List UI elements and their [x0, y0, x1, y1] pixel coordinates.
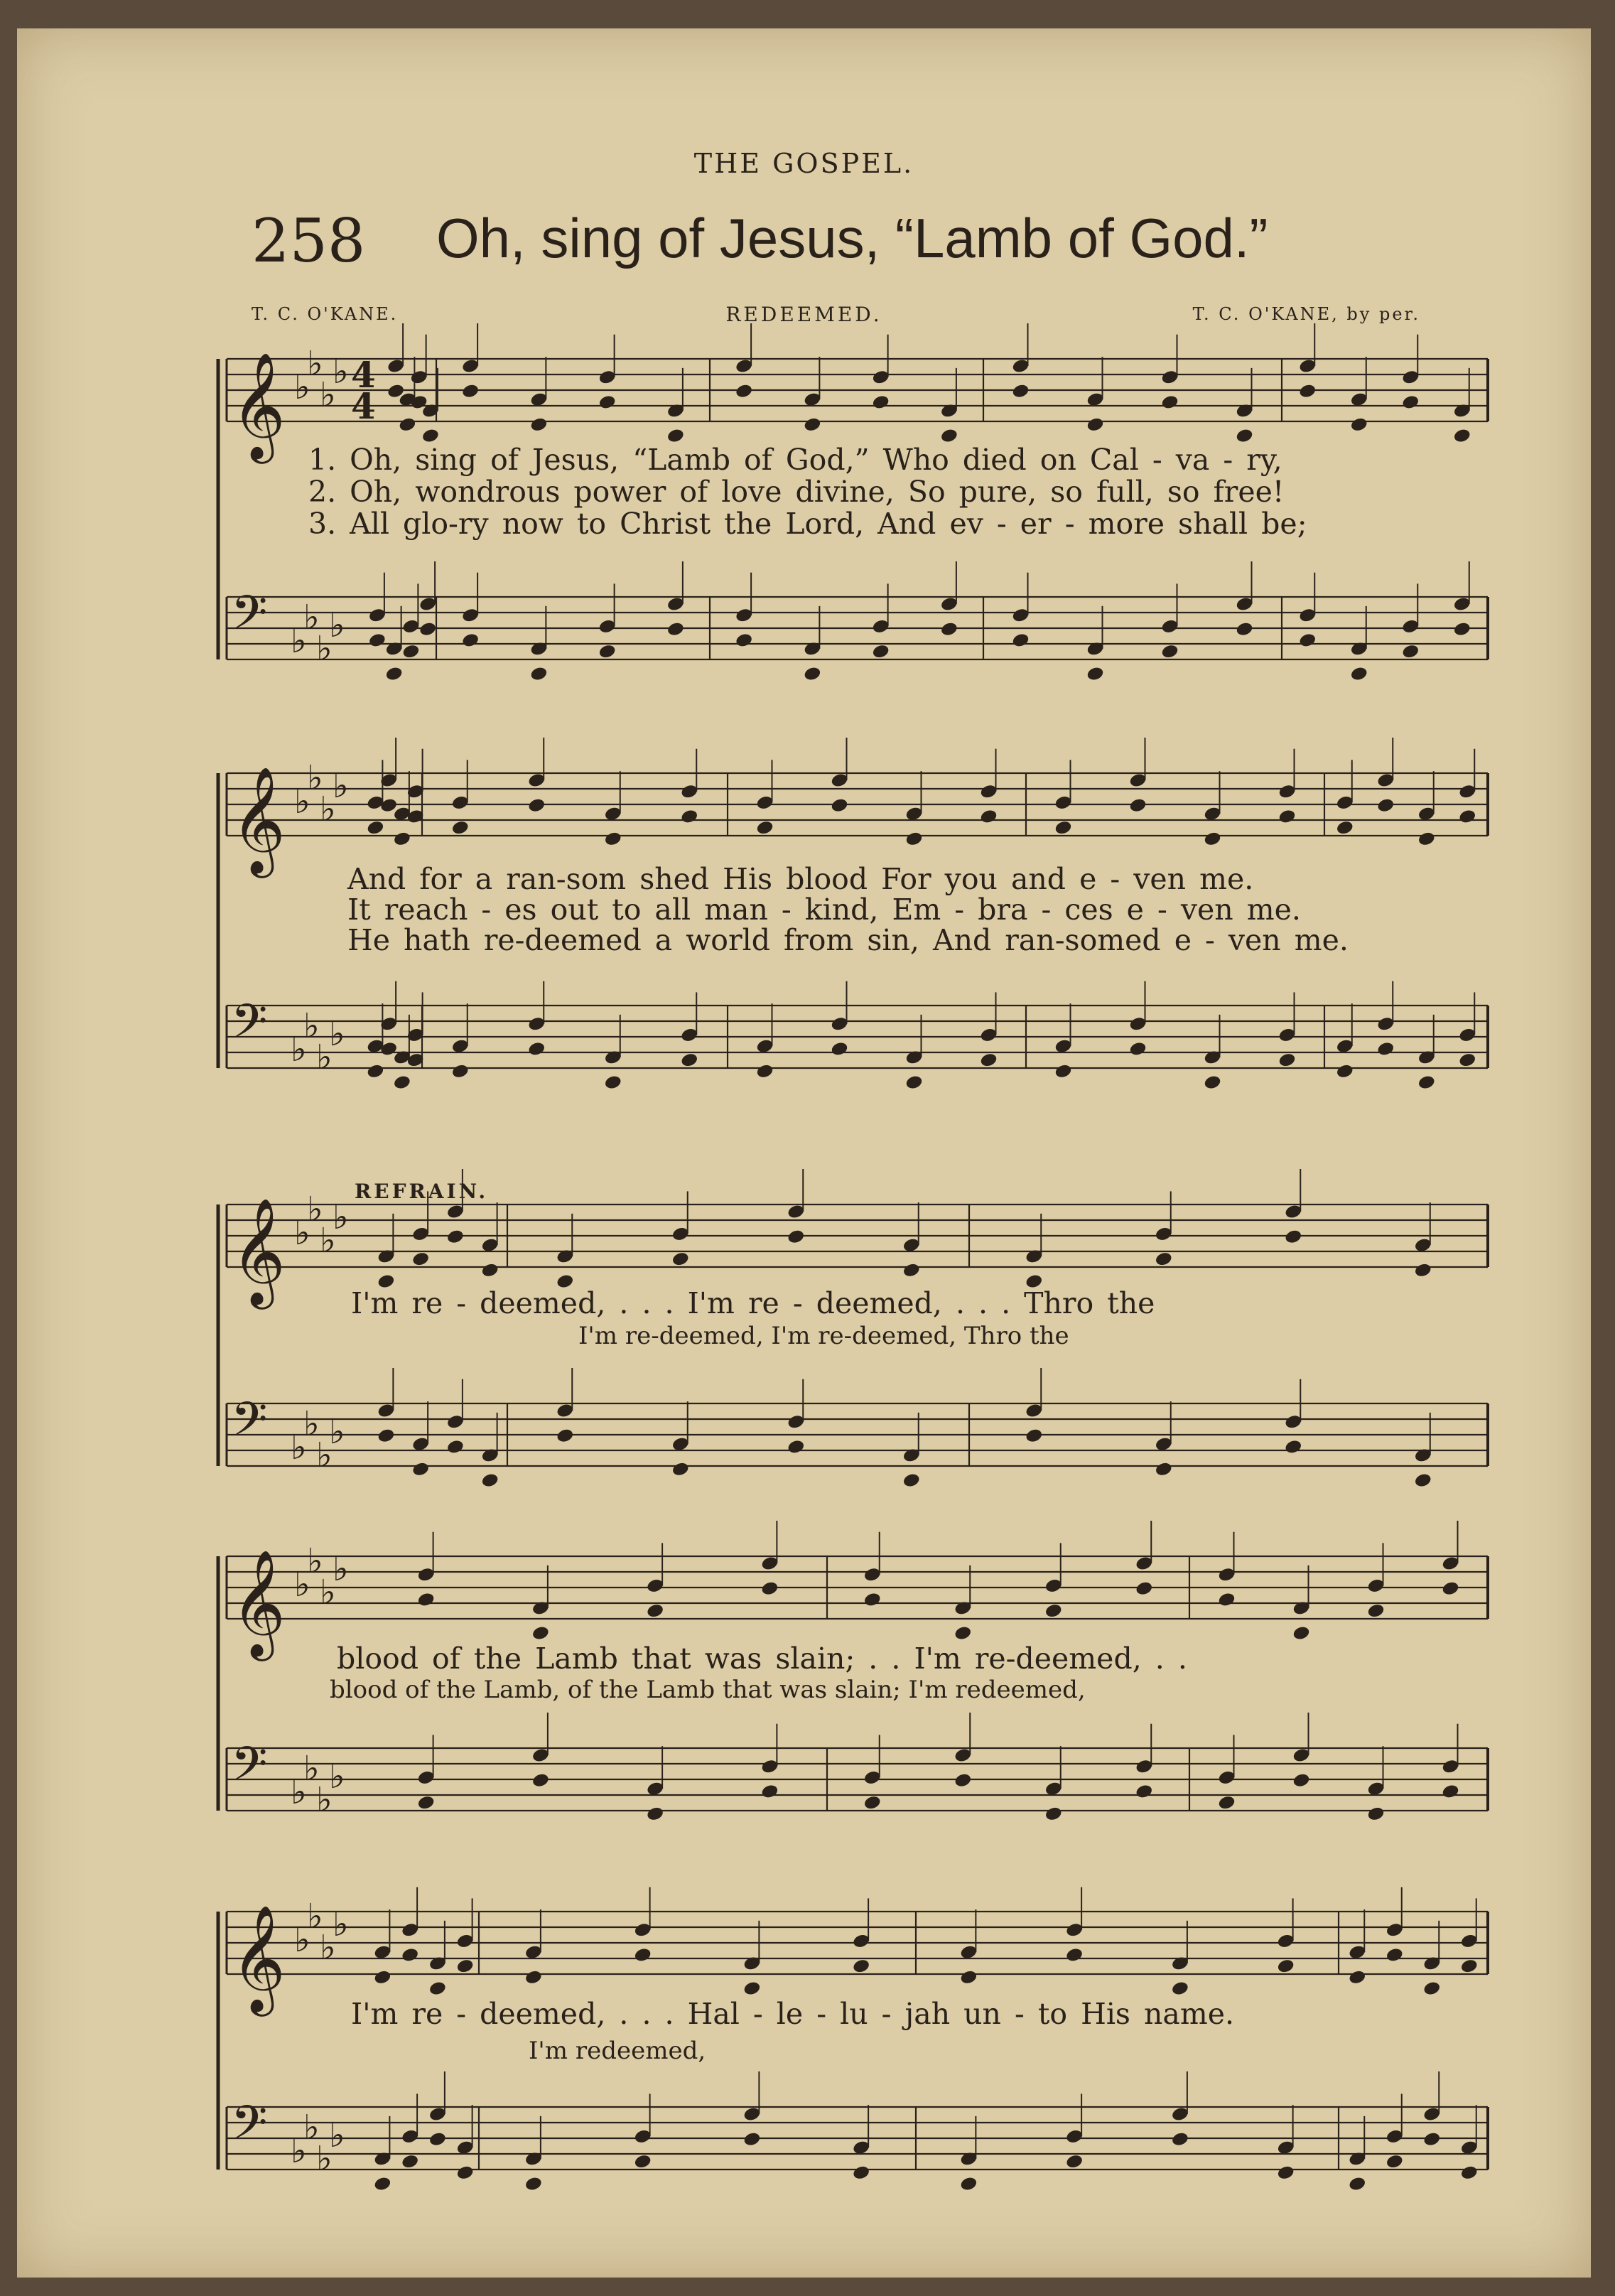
- note-head: [646, 1806, 664, 1822]
- note-head: [680, 1052, 698, 1068]
- note-head: [1065, 2153, 1084, 2170]
- credit-left: T. C. O'KANE.: [252, 304, 399, 324]
- note-head: [872, 643, 890, 659]
- verse-3-line-2: He hath re-deemed a world from sin, And ran-somed e - ven me.: [347, 923, 1349, 957]
- note-head: [1386, 1947, 1404, 1963]
- note-head: [598, 394, 617, 411]
- note-head: [1401, 643, 1420, 659]
- note-head: [366, 819, 384, 836]
- note-head: [940, 621, 958, 637]
- flat-icon: ♭: [329, 1412, 345, 1452]
- note-head: [979, 809, 998, 825]
- note-head: [1414, 1472, 1432, 1489]
- note-head: [411, 1251, 430, 1267]
- time-signature: 4: [351, 354, 376, 396]
- note-head: [377, 1428, 395, 1444]
- note-head: [1128, 797, 1147, 814]
- note-head: [1417, 831, 1436, 847]
- note-head: [527, 1041, 546, 1057]
- note-head: [461, 383, 480, 399]
- note-head: [742, 1980, 761, 1997]
- note-head: [803, 416, 821, 433]
- note-head: [401, 1947, 419, 1963]
- treble-clef-icon: 𝄞: [231, 1548, 286, 1656]
- page-header: THE GOSPEL.: [693, 148, 914, 179]
- note-head: [531, 1772, 550, 1789]
- note-head: [1155, 1251, 1173, 1267]
- note-head: [1441, 1784, 1459, 1800]
- flat-icon: ♭: [303, 2108, 320, 2147]
- refrain-line-2-bass: blood of the Lamb, of the Lamb that was slain; I'm redeemed,: [330, 1676, 1086, 1704]
- note-head: [1054, 1063, 1072, 1079]
- note-head: [755, 1063, 774, 1079]
- flat-icon: ♭: [333, 1197, 349, 1237]
- note-head: [787, 1229, 805, 1245]
- note-head: [481, 1262, 499, 1278]
- flat-icon: ♭: [329, 605, 345, 645]
- note-head: [1135, 1580, 1153, 1597]
- flat-icon: ♭: [329, 1757, 345, 1796]
- flat-icon: ♭: [333, 352, 349, 392]
- note-head: [671, 1461, 690, 1477]
- note-head: [1065, 1947, 1084, 1963]
- verse-2-line-2: It reach - es out to all man - kind, Em - bra - ces e - ven me.: [347, 893, 1301, 927]
- note-head: [1292, 1625, 1310, 1642]
- verse-3-line-1: 3. All glo-ry now to Christ the Lord, And ev - er - more shall be;: [308, 507, 1307, 541]
- treble-clef-icon: 𝄞: [231, 1904, 286, 2012]
- flat-icon: ♭: [333, 1549, 349, 1589]
- note-head: [1460, 1958, 1479, 1974]
- note-head: [417, 1794, 436, 1811]
- note-head: [556, 1428, 574, 1444]
- note-head: [902, 1262, 921, 1278]
- music-notation: [17, 28, 1591, 2278]
- hymn-title: Oh, sing of Jesus, “Lamb of God.”: [436, 207, 1268, 269]
- note-head: [954, 1772, 972, 1789]
- note-head: [366, 1063, 384, 1079]
- note-head: [646, 1602, 664, 1619]
- note-head: [904, 1074, 923, 1091]
- note-head: [1417, 1074, 1436, 1091]
- note-head: [634, 1947, 652, 1963]
- note-head: [760, 1580, 779, 1597]
- note-head: [368, 632, 387, 649]
- flat-icon: ♭: [294, 1920, 310, 1960]
- bass-clef-icon: 𝄢: [231, 1737, 268, 1803]
- flat-icon: ♭: [294, 1213, 310, 1253]
- refrain-line-2: blood of the Lamb that was slain; . . I'm re-deemed, . .: [337, 1642, 1187, 1676]
- note-head: [735, 383, 753, 399]
- note-head: [902, 1472, 921, 1489]
- note-head: [418, 621, 437, 637]
- treble-clef-icon: 𝄞: [231, 765, 286, 873]
- note-head: [863, 1794, 882, 1811]
- note-head: [401, 643, 420, 659]
- flat-icon: ♭: [294, 1565, 310, 1605]
- note-head: [1441, 1580, 1459, 1597]
- note-head: [461, 632, 480, 649]
- note-head: [959, 1969, 978, 1985]
- note-head: [604, 1074, 622, 1091]
- flat-icon: ♭: [307, 344, 323, 384]
- note-head: [760, 1784, 779, 1800]
- note-head: [1160, 643, 1179, 659]
- note-head: [524, 2176, 543, 2192]
- note-head: [1458, 1052, 1476, 1068]
- note-head: [421, 428, 440, 444]
- flat-icon: ♭: [307, 1897, 323, 1936]
- flat-icon: ♭: [333, 1904, 349, 1944]
- note-head: [1458, 809, 1476, 825]
- note-head: [1025, 1428, 1043, 1444]
- flat-icon: ♭: [329, 1014, 345, 1054]
- credit-right: T. C. O'KANE, by per.: [1192, 304, 1420, 324]
- note-head: [1171, 2131, 1189, 2147]
- note-head: [959, 2176, 978, 2192]
- flat-icon: ♭: [316, 1780, 333, 1820]
- note-head: [1171, 1980, 1189, 1997]
- note-head: [1336, 819, 1354, 836]
- note-head: [1298, 383, 1317, 399]
- flat-icon: ♭: [320, 1928, 336, 1968]
- note-head: [1366, 1806, 1385, 1822]
- note-head: [830, 797, 848, 814]
- flat-icon: ♭: [320, 789, 336, 829]
- note-head: [1054, 819, 1072, 836]
- flat-icon: ♭: [291, 1030, 307, 1069]
- note-head: [385, 666, 404, 682]
- note-head: [446, 1229, 465, 1245]
- note-head: [979, 1052, 998, 1068]
- note-head: [446, 1439, 465, 1455]
- note-head: [742, 2131, 761, 2147]
- flat-icon: ♭: [303, 1749, 320, 1789]
- note-head: [852, 2165, 870, 2181]
- note-head: [666, 428, 685, 444]
- note-head: [417, 1592, 436, 1608]
- note-head: [1044, 1602, 1063, 1619]
- note-head: [735, 632, 753, 649]
- note-head: [1298, 632, 1317, 649]
- flat-icon: ♭: [307, 1541, 323, 1581]
- note-head: [755, 819, 774, 836]
- note-head: [401, 2153, 419, 2170]
- flat-icon: ♭: [291, 621, 307, 661]
- note-head: [1278, 1052, 1296, 1068]
- bass-clef-icon: 𝄢: [231, 586, 268, 652]
- flat-icon: ♭: [294, 782, 310, 821]
- note-head: [411, 1461, 430, 1477]
- note-head: [1011, 383, 1030, 399]
- note-head: [1044, 1806, 1063, 1822]
- flat-icon: ♭: [333, 766, 349, 806]
- note-head: [451, 819, 470, 836]
- note-head: [830, 1041, 848, 1057]
- bass-clef-icon: 𝄢: [231, 1392, 268, 1458]
- note-head: [1453, 428, 1471, 444]
- note-head: [666, 621, 685, 637]
- flat-icon: ♭: [303, 1404, 320, 1444]
- note-head: [456, 2165, 475, 2181]
- flat-icon: ♭: [329, 2116, 345, 2155]
- treble-clef-icon: 𝄞: [231, 1197, 286, 1305]
- note-head: [1284, 1439, 1302, 1455]
- verse-1-line-2: And for a ran-som shed His blood For you and e - ven me.: [347, 862, 1254, 896]
- flat-icon: ♭: [316, 629, 333, 669]
- note-head: [1277, 2165, 1295, 2181]
- note-head: [940, 428, 958, 444]
- flat-icon: ♭: [291, 1772, 307, 1812]
- note-head: [904, 831, 923, 847]
- note-head: [1376, 1041, 1395, 1057]
- note-head: [1350, 416, 1368, 433]
- note-head: [428, 2131, 447, 2147]
- flat-icon: ♭: [316, 1037, 333, 1077]
- note-head: [1235, 428, 1253, 444]
- note-head: [634, 2153, 652, 2170]
- flat-icon: ♭: [294, 367, 310, 407]
- note-head: [1011, 632, 1030, 649]
- note-head: [598, 643, 617, 659]
- note-head: [373, 2176, 391, 2192]
- flat-icon: ♭: [320, 375, 336, 415]
- note-head: [1128, 1041, 1147, 1057]
- note-head: [1348, 1969, 1366, 1985]
- note-head: [1278, 809, 1296, 825]
- note-head: [524, 1969, 543, 1985]
- note-head: [1160, 394, 1179, 411]
- note-head: [1217, 1592, 1236, 1608]
- note-head: [1135, 1784, 1153, 1800]
- note-head: [1422, 2131, 1441, 2147]
- note-head: [1203, 831, 1221, 847]
- note-head: [1217, 1794, 1236, 1811]
- note-head: [872, 394, 890, 411]
- note-head: [954, 1625, 972, 1642]
- note-head: [1277, 1958, 1295, 1974]
- hymn-number: 258: [252, 206, 366, 276]
- note-head: [456, 1958, 475, 1974]
- bass-clef-icon: 𝄢: [231, 994, 268, 1060]
- note-head: [1292, 1772, 1310, 1789]
- note-head: [604, 831, 622, 847]
- note-head: [373, 1969, 391, 1985]
- note-head: [1366, 1602, 1385, 1619]
- note-head: [680, 809, 698, 825]
- flat-icon: ♭: [291, 1428, 307, 1467]
- note-head: [1336, 1063, 1354, 1079]
- verse-1-line-1: 1. Oh, sing of Jesus, “Lamb of God,” Who died on Cal - va - ry,: [308, 443, 1282, 477]
- refrain-label: REFRAIN.: [355, 1180, 489, 1203]
- refrain-line-1: I'm re - deemed, . . . I'm re - deemed, . . . Thro the: [351, 1286, 1155, 1320]
- note-head: [1086, 666, 1104, 682]
- note-head: [1422, 1980, 1441, 1997]
- note-head: [803, 666, 821, 682]
- refrain-line-1-bass: I'm re-deemed, I'm re-deemed, Thro the: [578, 1322, 1069, 1350]
- note-head: [1284, 1229, 1302, 1245]
- note-head: [1235, 621, 1253, 637]
- note-head: [1348, 2176, 1366, 2192]
- refrain-line-3-bass: I'm redeemed,: [529, 2037, 706, 2065]
- flat-icon: ♭: [303, 1006, 320, 1046]
- note-head: [1453, 621, 1471, 637]
- note-head: [1376, 797, 1395, 814]
- flat-icon: ♭: [303, 598, 320, 637]
- note-head: [1203, 1074, 1221, 1091]
- treble-clef-icon: 𝄞: [231, 351, 286, 459]
- tune-name: REDEEMED.: [725, 303, 882, 326]
- note-head: [1414, 1262, 1432, 1278]
- hymnal-page: [17, 28, 1591, 2278]
- note-head: [863, 1592, 882, 1608]
- note-head: [393, 831, 411, 847]
- bass-clef-icon: 𝄢: [231, 2096, 268, 2162]
- note-head: [1155, 1461, 1173, 1477]
- note-head: [481, 1472, 499, 1489]
- note-head: [1386, 2153, 1404, 2170]
- note-head: [787, 1439, 805, 1455]
- flat-icon: ♭: [316, 2139, 333, 2179]
- note-head: [1460, 2165, 1479, 2181]
- flat-icon: ♭: [320, 1573, 336, 1612]
- note-head: [527, 797, 546, 814]
- note-head: [1086, 416, 1104, 433]
- note-head: [398, 416, 416, 433]
- note-head: [671, 1251, 690, 1267]
- verse-2-line-1: 2. Oh, wondrous power of love divine, So pure, so full, so free!: [308, 475, 1285, 509]
- note-head: [393, 1074, 411, 1091]
- note-head: [531, 1625, 550, 1642]
- time-signature: 4: [351, 385, 376, 427]
- flat-icon: ♭: [291, 2131, 307, 2171]
- note-head: [1350, 666, 1368, 682]
- flat-icon: ♭: [307, 758, 323, 798]
- refrain-line-3: I'm re - deemed, . . . Hal - le - lu - jah un - to His name.: [351, 1997, 1235, 2031]
- flat-icon: ♭: [320, 1221, 336, 1261]
- note-head: [852, 1958, 870, 1974]
- note-head: [529, 666, 548, 682]
- note-head: [451, 1063, 470, 1079]
- flat-icon: ♭: [307, 1190, 323, 1229]
- flat-icon: ♭: [316, 1435, 333, 1475]
- note-head: [529, 416, 548, 433]
- note-head: [428, 1980, 447, 1997]
- note-head: [1401, 394, 1420, 411]
